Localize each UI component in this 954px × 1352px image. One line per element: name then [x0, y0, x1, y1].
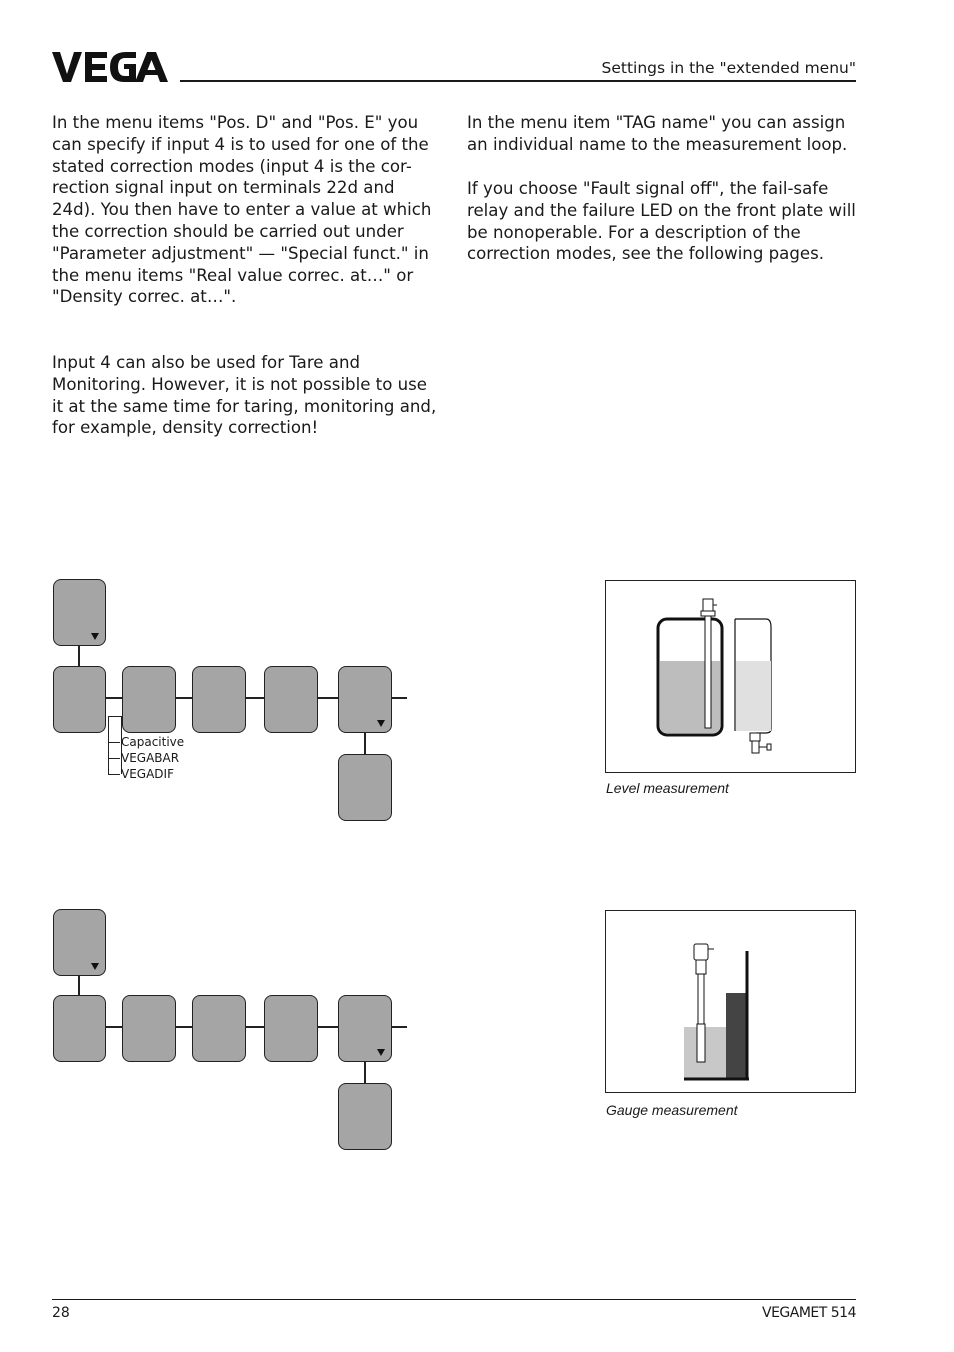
product-name: VEGAMET 514	[762, 1305, 856, 1321]
down-arrow-icon	[91, 963, 99, 970]
page-header-title: Settings in the "extended menu"	[601, 59, 856, 77]
down-arrow-icon	[377, 720, 385, 727]
vega-logo	[52, 50, 172, 84]
connector-line	[78, 976, 80, 996]
menu-key-top	[53, 909, 106, 976]
menu-key-4	[264, 666, 318, 733]
menu-key-2	[122, 995, 176, 1062]
level-measurement-figure	[605, 580, 856, 773]
left-paragraph-2: Input 4 can also be used for Tare and Monitoring. However, it is not possible to use it at the same time for taring, monitoring and, for example, density correction!	[52, 353, 437, 438]
menu-key-top	[53, 579, 106, 646]
level-measurement-illustration	[606, 581, 855, 772]
menu-key-3	[192, 666, 246, 733]
menu-key-1	[53, 995, 106, 1062]
connector-line	[364, 1062, 366, 1083]
sensor-option-capacitive: Capacitive	[121, 735, 185, 749]
footer-rule	[52, 1299, 856, 1300]
gauge-measurement-figure	[605, 910, 856, 1093]
options-bracket	[108, 716, 122, 717]
options-tick	[108, 758, 120, 759]
sensor-option-vegadif: VEGADIF	[121, 767, 174, 781]
level-measurement-caption: Level measurement	[606, 780, 729, 796]
down-arrow-icon	[377, 1049, 385, 1056]
sensor-option-vegabar: VEGABAR	[121, 751, 180, 765]
page-number: 28	[52, 1305, 70, 1321]
gauge-measurement-illustration	[606, 911, 855, 1092]
menu-key-2	[122, 666, 176, 733]
right-paragraph-1: In the menu item "TAG name" you can assign an individual name to the measurement loop.	[467, 113, 848, 154]
menu-key-3	[192, 995, 246, 1062]
menu-key-1	[53, 666, 106, 733]
down-arrow-icon	[91, 633, 99, 640]
connector-line	[364, 733, 366, 754]
header-rule	[180, 80, 856, 82]
options-bracket	[108, 716, 109, 774]
options-tick	[108, 774, 120, 775]
gauge-measurement-caption: Gauge measurement	[606, 1102, 738, 1118]
menu-key-5	[338, 995, 392, 1062]
menu-key-5	[338, 666, 392, 733]
left-paragraph-1: In the menu items "Pos. D" and "Pos. E" you can specify if input 4 is to used for one of the stated correction modes (input 4 is the cor- rection signal input on terminals 22d and 24d). You then have to enter a value at which the correction should be carried out under "Parameter adjustment" — "Special funct." in the menu items "Real value correc. at…" or "Density correc. at…".	[52, 113, 432, 307]
options-tick	[108, 742, 120, 743]
menu-key-sub	[338, 1083, 392, 1150]
menu-key-4	[264, 995, 318, 1062]
right-paragraph-2: If you choose "Fault signal off", the fail-safe relay and the failure LED on the front plate will be nonoperable. For a description of the correction modes, see the following pages.	[467, 179, 856, 264]
menu-key-sub	[338, 754, 392, 821]
connector-line	[78, 646, 80, 666]
